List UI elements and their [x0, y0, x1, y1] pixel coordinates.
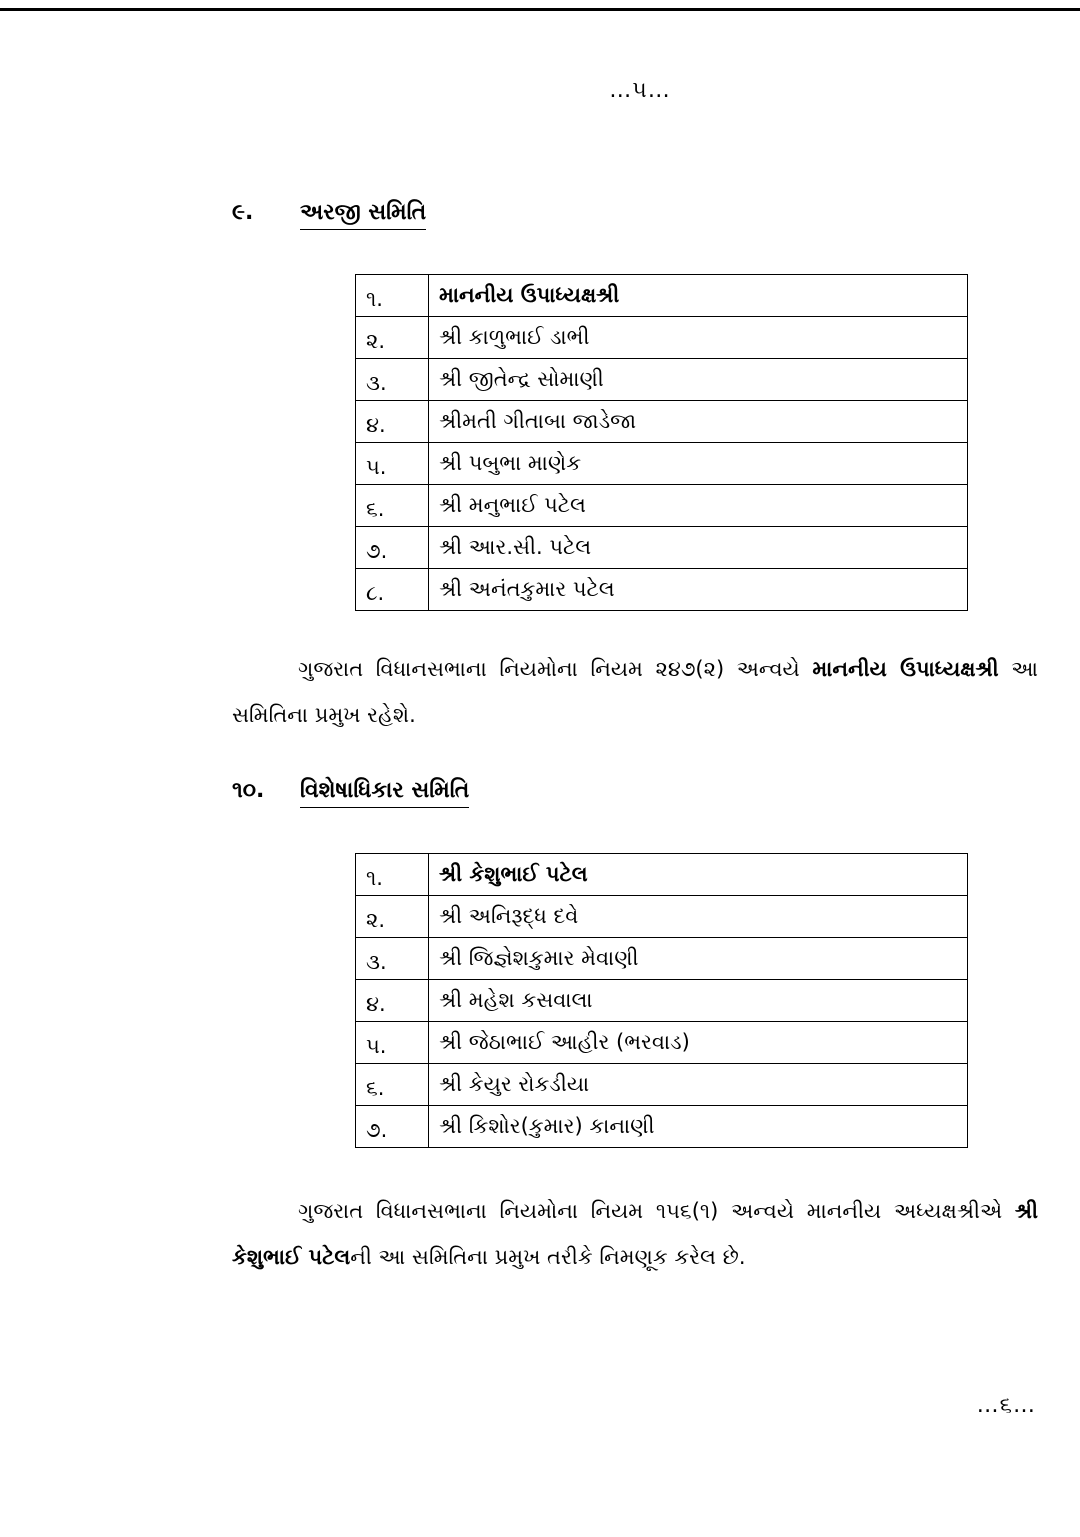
section-10-note-tail: ની આ સમિતિના પ્રમુખ તરીકે નિમણૂક કરેલ છે.	[350, 1245, 746, 1269]
top-border-rule	[0, 8, 1080, 11]
member-number: ૨.	[356, 896, 429, 938]
member-row	[356, 980, 968, 1022]
member-name: શ્રી જિજ્ઞેશકુમાર મેવાણી	[429, 938, 968, 980]
section-9-note-tail: આ સમિતિના પ્રમુખ રહેશે.	[232, 657, 1039, 727]
section-9-note-bold: માનનીય ઉપાધ્યક્ષશ્રી	[812, 657, 999, 681]
member-number: ૫.	[356, 1022, 429, 1064]
member-name: શ્રી આર.સી. પટેલ	[429, 527, 968, 569]
section-9-title: અરજી સમિતિ	[300, 200, 426, 230]
member-name: શ્રીમતી ગીતાબા જાડેજા	[429, 401, 968, 443]
member-number: ૧.	[356, 854, 429, 896]
section-10-members-table	[355, 853, 968, 1148]
section-9-note-text: ગુજરાત વિધાનસભાના નિયમોના નિયમ ૨૪૭(૨) અન્વયે	[298, 657, 813, 681]
section-9-number: ૯.	[232, 200, 254, 225]
member-name: શ્રી જીતેન્દ્ર સોમાણી	[429, 359, 968, 401]
member-number: ૭.	[356, 527, 429, 569]
member-row	[356, 275, 968, 317]
member-row	[356, 527, 968, 569]
member-name: શ્રી અનંતકુમાર પટેલ	[429, 569, 968, 611]
member-row	[356, 854, 968, 896]
member-number: ૨.	[356, 317, 429, 359]
member-number: ૬.	[356, 1064, 429, 1106]
member-row	[356, 443, 968, 485]
member-number: ૪.	[356, 980, 429, 1022]
member-number: ૬.	[356, 485, 429, 527]
member-name: શ્રી મનુભાઈ પટેલ	[429, 485, 968, 527]
member-name: શ્રી કિશોર(કુમાર) કાનાણી	[429, 1106, 968, 1148]
member-name: શ્રી કેશુભાઈ પટેલ	[429, 854, 968, 896]
member-name: શ્રી કાળુભાઈ ડાભી	[429, 317, 968, 359]
section-10-number: ૧૦.	[232, 778, 265, 803]
section-9-heading	[232, 200, 426, 230]
member-name: શ્રી કેયુર રોકડીયા	[429, 1064, 968, 1106]
section-10-title: વિશેષાધિકાર સમિતિ	[300, 778, 469, 808]
member-row	[356, 569, 968, 611]
member-number: ૮.	[356, 569, 429, 611]
member-name: શ્રી અનિરૂદ્ધ દવે	[429, 896, 968, 938]
page-marker-bottom: …૬…	[976, 1393, 1036, 1418]
member-number: ૭.	[356, 1106, 429, 1148]
member-row	[356, 485, 968, 527]
member-row	[356, 938, 968, 980]
member-number: ૫.	[356, 443, 429, 485]
section-9-members-table	[355, 274, 968, 611]
member-name: શ્રી પબુભા માણેક	[429, 443, 968, 485]
member-row	[356, 317, 968, 359]
member-row	[356, 1106, 968, 1148]
section-10-note-text: ગુજરાત વિધાનસભાના નિયમોના નિયમ ૧૫૬(૧) અન્વયે માનનીય અધ્યક્ષશ્રીએ	[298, 1199, 1015, 1223]
member-name: શ્રી મહેશ કસવાલા	[429, 980, 968, 1022]
member-row	[356, 896, 968, 938]
section-9-note	[232, 646, 1038, 738]
member-number: ૩.	[356, 938, 429, 980]
member-row	[356, 1022, 968, 1064]
page-marker-top: …૫…	[609, 78, 671, 103]
member-row	[356, 359, 968, 401]
member-number: ૪.	[356, 401, 429, 443]
member-row	[356, 1064, 968, 1106]
member-name: માનનીય ઉપાધ્યક્ષશ્રી	[429, 275, 968, 317]
member-row	[356, 401, 968, 443]
section-10-heading	[232, 778, 469, 808]
member-number: ૩.	[356, 359, 429, 401]
section-10-note-bold: શ્રી કેશુભાઈ પટેલ	[232, 1199, 1038, 1269]
member-number: ૧.	[356, 275, 429, 317]
section-10-note	[232, 1188, 1038, 1280]
member-name: શ્રી જેઠાભાઈ આહીર (ભરવાડ)	[429, 1022, 968, 1064]
